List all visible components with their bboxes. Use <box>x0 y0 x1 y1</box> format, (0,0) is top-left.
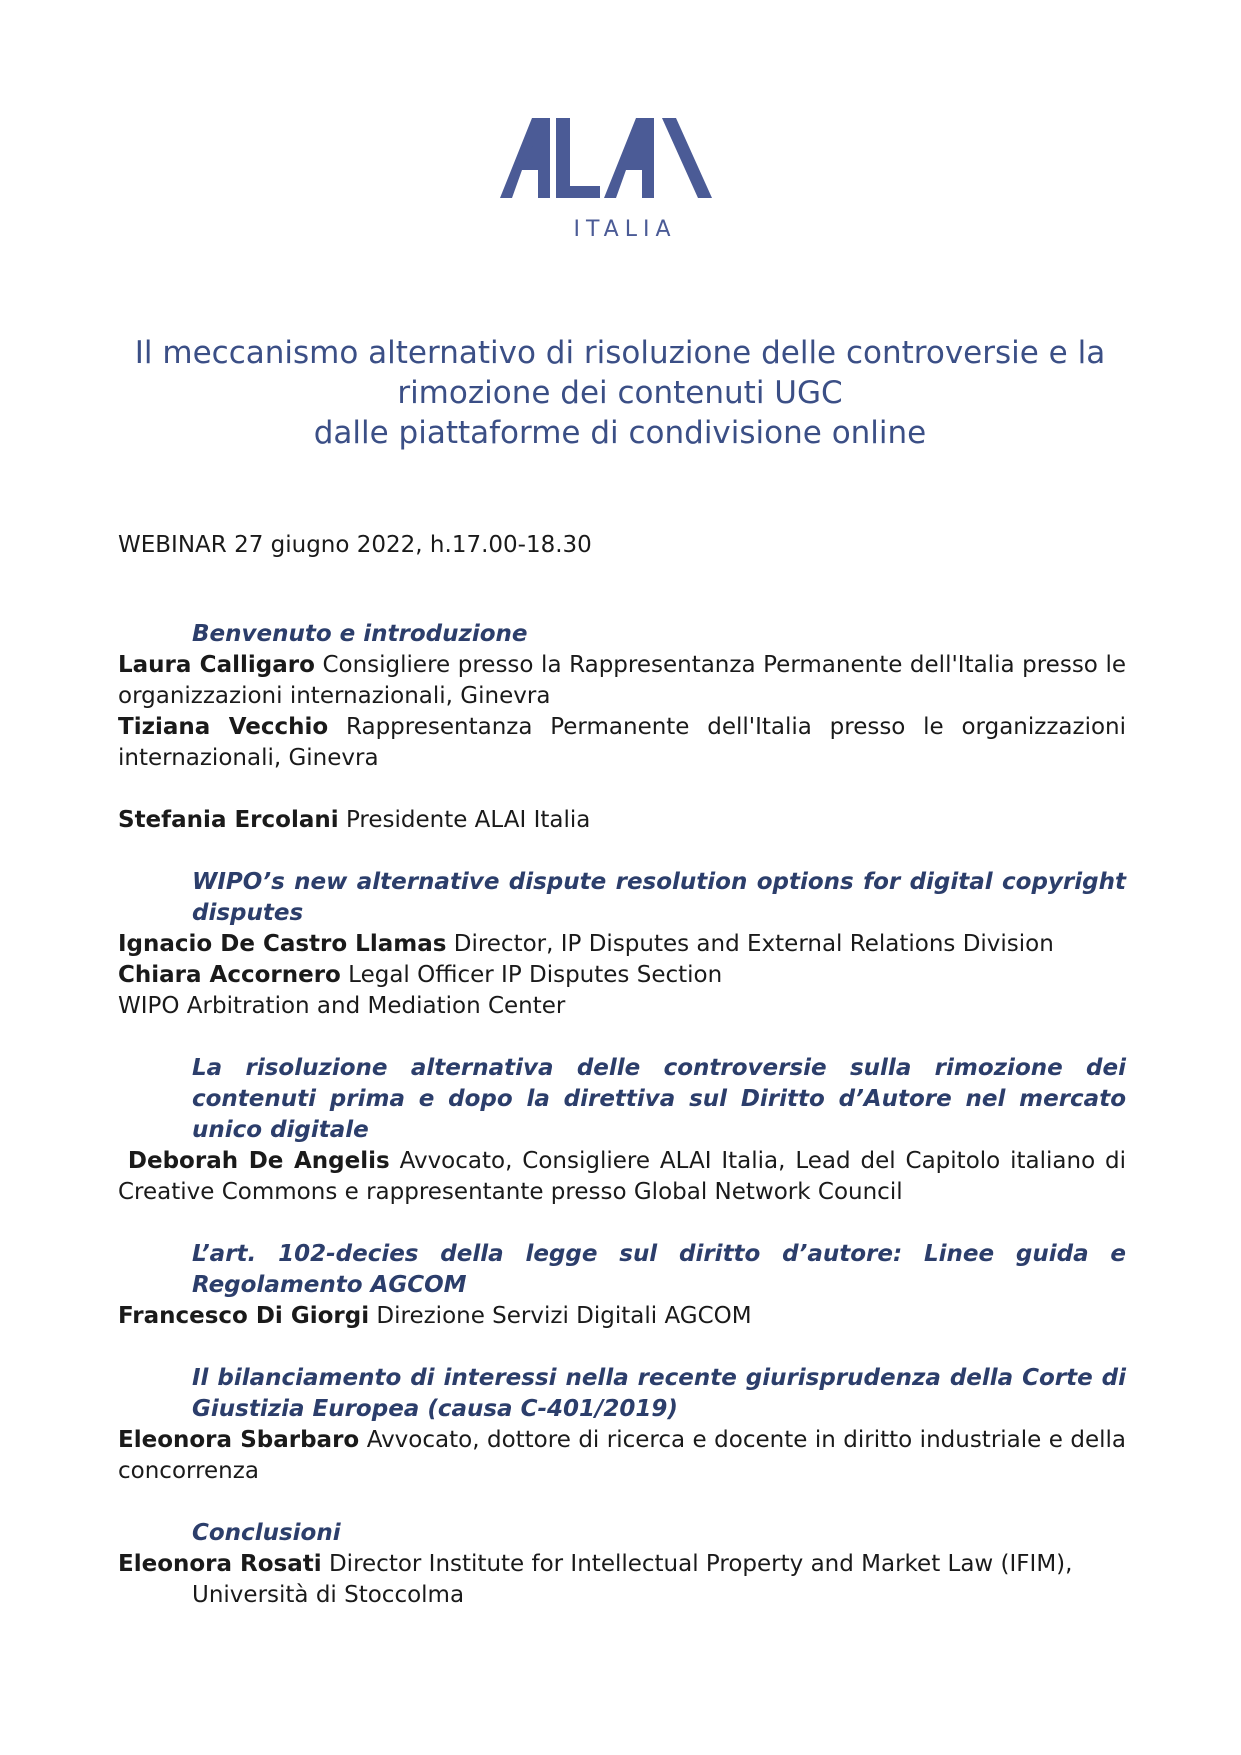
speaker-name: Eleonora Sbarbaro <box>118 1427 360 1453</box>
title-line: Il meccanismo alternativo di risoluzione delle controversie e la <box>134 335 1106 371</box>
speaker-role: Director Institute for Intellectual Property and Market Law (IFIM), <box>328 1551 1073 1577</box>
speaker <box>118 712 1126 774</box>
speaker-name: Laura Calligaro <box>118 652 315 678</box>
speaker-name: Tiziana Vecchio <box>118 714 329 740</box>
speaker <box>118 805 1126 836</box>
title-line: dalle piattaforme di condivisione online <box>313 415 927 451</box>
organization-note: WIPO Arbitration and Mediation Center <box>118 993 566 1019</box>
speaker-name: Deborah De Angelis <box>127 1148 390 1174</box>
speaker-role: Avvocato, Consigliere ALAI Italia, Lead del Capitolo italiano di Creative Commons e rappresentante presso Global Network Council <box>118 1148 1127 1205</box>
section-heading: WIPO’s new alternative dispute resolution options for digital copyright disputes <box>192 869 1126 926</box>
speaker-role: Presidente ALAI Italia <box>345 807 591 833</box>
logo-subtitle: ITALIA <box>573 217 677 242</box>
speaker-role: Consigliere presso la Rappresentanza Permanente dell'Italia presso le organizzazioni internazionali, Ginevra <box>118 652 1126 709</box>
speaker <box>118 1549 1126 1580</box>
webinar-date: WEBINAR 27 giugno 2022, h.17.00-18.30 <box>118 532 592 558</box>
section-heading: Il bilanciamento di interessi nella recente giurisprudenza della Corte di Giustizia Europea (causa C-401/2019) <box>192 1365 1126 1422</box>
alai-italia-logo <box>500 118 750 268</box>
speaker-role: Direzione Servizi Digitali AGCOM <box>376 1303 752 1329</box>
alai-logo-mark <box>500 118 750 268</box>
program-section <box>118 619 1126 836</box>
program-section <box>118 867 1126 1022</box>
speaker <box>118 1301 1126 1332</box>
speaker-role: Legal Officer IP Disputes Section <box>348 962 723 988</box>
speaker-name: Ignacio De Castro Llamas <box>118 931 447 957</box>
document-title <box>110 333 1130 453</box>
program-section <box>118 1239 1126 1332</box>
speaker-role: Rappresentanza Permanente dell'Italia presso le organizzazioni internazionali, Ginevra <box>118 714 1127 771</box>
speaker-name: Francesco Di Giorgi <box>118 1303 370 1329</box>
section-heading: La risoluzione alternativa delle controversie sulla rimozione dei contenuti prima e dopo la direttiva sul Diritto d’Autore nel mercato unico digitale <box>192 1055 1126 1143</box>
section-heading: L’art. 102-decies della legge sul diritto d’autore: Linee guida e Regolamento AGCOM <box>192 1241 1126 1298</box>
program-section <box>118 1363 1126 1487</box>
speaker <box>118 929 1126 960</box>
title-line: rimozione dei contenuti UGC <box>397 375 843 411</box>
speaker <box>118 1425 1126 1487</box>
program-section <box>118 1518 1126 1611</box>
speaker-role-continuation: Università di Stoccolma <box>192 1582 465 1608</box>
section-heading: Benvenuto e introduzione <box>192 621 528 647</box>
speaker <box>118 650 1126 712</box>
speaker <box>118 1146 1126 1208</box>
section-heading: Conclusioni <box>192 1520 341 1546</box>
program <box>118 619 1126 1642</box>
speaker-name: Chiara Accornero <box>118 962 341 988</box>
speaker-role: Avvocato, dottore di ricerca e docente in diritto industriale e della concorrenza <box>118 1427 1127 1484</box>
program-section <box>118 1053 1126 1208</box>
speaker-role: Director, IP Disputes and External Relations Division <box>453 931 1054 957</box>
speaker-name: Stefania Ercolani <box>118 807 339 833</box>
speaker-name: Eleonora Rosati <box>118 1551 322 1577</box>
speaker <box>118 960 1126 991</box>
